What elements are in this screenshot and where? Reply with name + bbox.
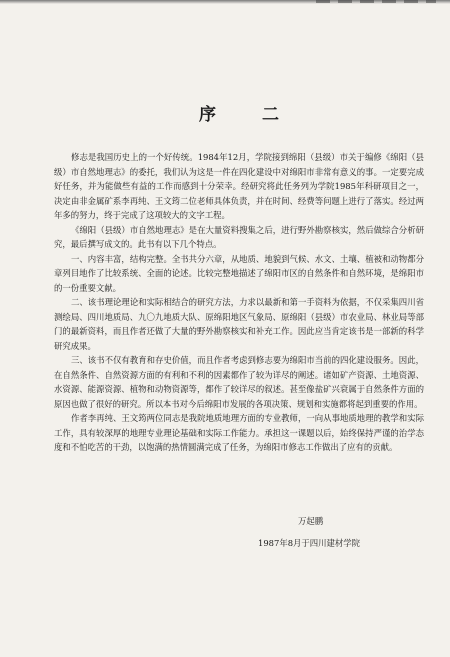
paragraph: 《绵阳（县级）市自然地理志》是在大量资料搜集之后，进行野外勘察核实，然后做综合分析研究，最后撰写成文的。此书有以下几个特点。 [54,224,424,249]
scan-top-marks [316,0,436,3]
paragraph: 一、内容丰富，结构完整。全书共分六章，从地质、地貌到气候、水文、土壤、植被和动物都分章列目地作了比较系统、全面的论述。比较完整地描述了绵阳市区的自然条件和自然环境，是绵阳市的一份重要文献。 [54,253,424,293]
paragraph: 作者李再纯、王文筠两位同志是我院地质地理方面的专业教师，一向从事地质地理的教学和实际工作，具有较深厚的地理专业理论基础和实际工作能力。承担这一课题以后，始终保持严谨的治学态度和不怕吃苦的干劲，以饱满的热情圆满完成了任务，为绵阳市修志工作做出了应有的贡献。 [54,413,424,452]
author-signature: 万起鹏 [298,516,324,526]
document-body [54,150,424,455]
paragraph: 修志是我国历史上的一个好传统。1984年12月，学院接到绵阳（县级）市关于编修《绵阳（县级）市自然地理志》的委托，我们认为这是一件在四化建设中对绵阳市非常有意义的事。一定要完成好任务，并为能做些有益的工作而感到十分荣幸。经研究将此任务列为学院1985年科研项目之一，决定由非金属矿系李再纯、王文筠二位老师具体负责，并在时间、经费等问题上进行了落实。经过两年多的努力，终于完成了这项较大的文字工程。 [54,152,424,220]
paragraph: 二、该书理论理论和实际相结合的研究方法，力求以最新和第一手资料为依据，不仅采集四川省测绘局、四川地质局、九〇九地质大队、原绵阳地区气象局、原绵阳（县级）市农业局、林业局等部门的最新资料，而且作者还做了大量的野外勘察核实和补充工作。因此应当肯定该书是一部新的科学研究成果。 [54,297,424,351]
page-title: 序 二 [199,105,299,125]
date-line: 1987年8月于四川建材学院 [258,538,361,548]
paragraph: 三、该书不仅有教育和存史价值，而且作者考虑到修志要为绵阳市当前的四化建设服务。因此，在自然条件、自然资源方面的有利和不利的因素都作了较为详尽的阐述。诸如矿产资源、土地资源、水资源、能源资源、植物和动物资源等，都作了较详尽的叙述。甚至像盐矿兴衰属于自然条件方面的原因也做了很好的研究。所以本书对今后绵阳市发展的各项决策、规划和实施都将起到重要的作用。 [54,355,424,409]
